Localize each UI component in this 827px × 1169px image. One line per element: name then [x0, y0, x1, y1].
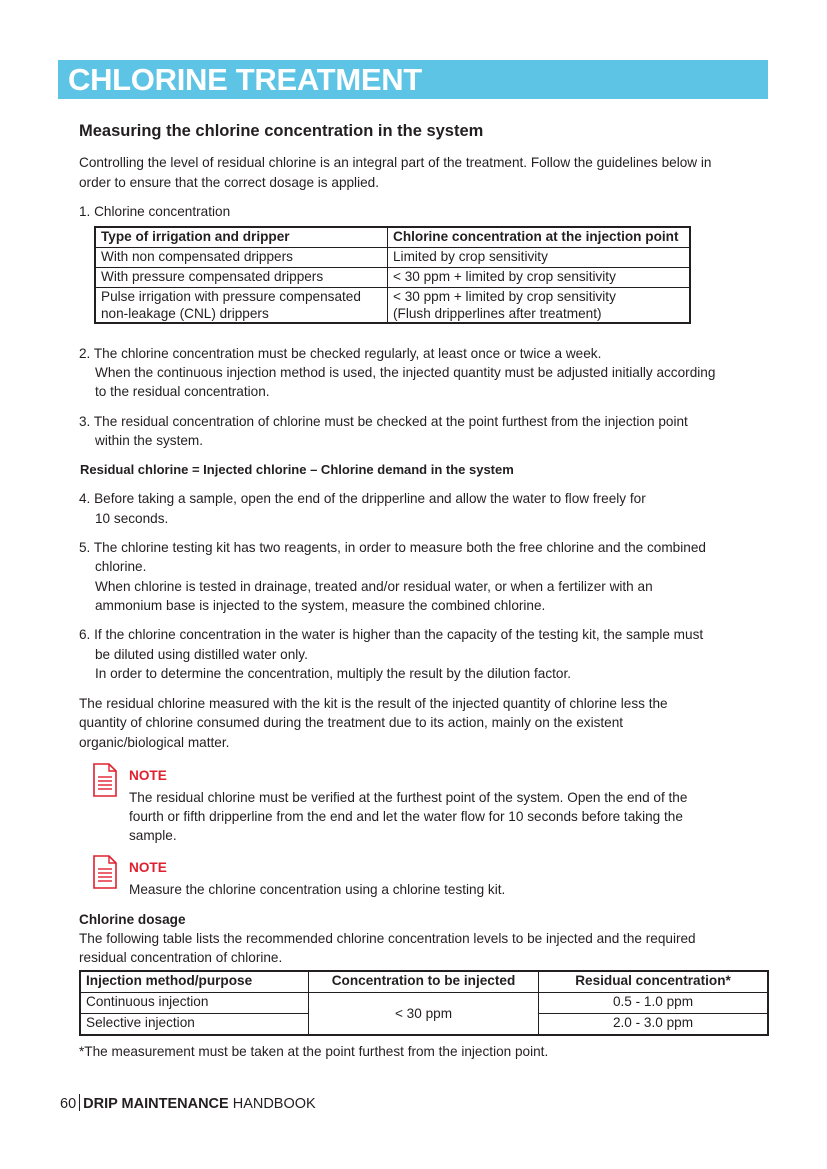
page-title: CHLORINE TREATMENT: [68, 62, 422, 97]
table-row: [80, 993, 768, 1014]
note1-line-2: fourth or fifth dripperline from the end and let the water flow for 10 seconds before taking the: [129, 809, 683, 824]
step3-line-1: 3. The residual concentration of chlorine must be checked at the point furthest from the injection point: [79, 414, 688, 429]
page-title-banner: [58, 60, 768, 99]
table-header-row: [80, 971, 768, 993]
table-header-cell: Chlorine concentration at the injection point: [388, 227, 691, 248]
table-cell: < 30 ppm + limited by crop sensitivity: [388, 268, 691, 288]
page-number: 60: [60, 1096, 77, 1112]
table-cell: < 30 ppm: [309, 993, 539, 1036]
cell-line: non-leakage (CNL) drippers: [101, 306, 269, 321]
step5-line-4: ammonium base is injected to the system, measure the combined chlorine.: [95, 598, 546, 613]
intro-line-1: Controlling the level of residual chlorine is an integral part of the treatment. Follow the guidelines below in: [79, 155, 712, 170]
cell-line: (Flush dripperlines after treatment): [393, 306, 602, 321]
page-footer: [60, 1094, 316, 1112]
step2-line-1: 2. The chlorine concentration must be checked regularly, at least once or twice a week.: [79, 346, 602, 361]
step2-line-2: When the continuous injection method is used, the injected quantity must be adjusted initially according: [95, 365, 716, 380]
step1-label: 1. Chlorine concentration: [79, 204, 231, 219]
table-header-cell: Injection method/purpose: [80, 971, 309, 993]
table-header-row: [95, 227, 690, 248]
table-cell: With non compensated drippers: [95, 248, 388, 268]
residual-para-line-2: quantity of chlorine consumed during the treatment due to its action, mainly on the existent: [79, 715, 624, 730]
dosage-line-1: The following table lists the recommended chlorine concentration levels to be injected and the required: [79, 931, 696, 946]
table-cell: Selective injection: [80, 1014, 309, 1036]
table-cell: 0.5 - 1.0 ppm: [539, 993, 769, 1014]
table-header-cell: Concentration to be injected: [309, 971, 539, 993]
note-title: NOTE: [129, 860, 167, 875]
step4-line-2: 10 seconds.: [95, 511, 169, 526]
step6-line-1: 6. If the chlorine concentration in the water is higher than the capacity of the testing kit, the sample must: [79, 627, 704, 642]
residual-para-line-3: organic/biological matter.: [79, 735, 230, 750]
table-header-cell: Type of irrigation and dripper: [95, 227, 388, 248]
table-cell: Continuous injection: [80, 993, 309, 1014]
document-icon: [92, 855, 118, 889]
step2-line-3: to the residual concentration.: [95, 384, 270, 399]
footnote: *The measurement must be taken at the point furthest from the injection point.: [79, 1044, 549, 1059]
section-title: Measuring the chlorine concentration in the system: [79, 122, 484, 140]
step5-line-2: chlorine.: [95, 559, 147, 574]
footer-divider: [79, 1094, 80, 1111]
step5-line-1: 5. The chlorine testing kit has two reagents, in order to measure both the free chlorine and the combined: [79, 540, 706, 555]
footer-title-bold: DRIP MAINTENANCE: [83, 1096, 229, 1112]
table-cell: 2.0 - 3.0 ppm: [539, 1014, 769, 1036]
table-cell: [95, 288, 388, 324]
dosage-title: Chlorine dosage: [79, 912, 186, 927]
document-icon: [92, 763, 118, 797]
residual-formula: Residual chlorine = Injected chlorine – Chlorine demand in the system: [80, 462, 514, 477]
step6-line-2: be diluted using distilled water only.: [95, 647, 308, 662]
note2-line-1: Measure the chlorine concentration using a chlorine testing kit.: [129, 882, 506, 897]
cell-line: Pulse irrigation with pressure compensated: [101, 289, 361, 304]
note1-line-1: The residual chlorine must be verified at the furthest point of the system. Open the end of the: [129, 790, 688, 805]
table-cell: With pressure compensated drippers: [95, 268, 388, 288]
cell-line: < 30 ppm + limited by crop sensitivity: [393, 289, 616, 304]
step6-line-3: In order to determine the concentration, multiply the result by the dilution factor.: [95, 666, 572, 681]
table-cell: [388, 288, 691, 324]
step3-line-2: within the system.: [95, 433, 204, 448]
note-title: NOTE: [129, 768, 167, 783]
table-header-cell: Residual concentration*: [539, 971, 769, 993]
step5-line-3: When chlorine is tested in drainage, treated and/or residual water, or when a fertilizer with an: [95, 579, 653, 594]
footer-title-regular: HANDBOOK: [228, 1096, 316, 1112]
dosage-line-2: residual concentration of chlorine.: [79, 950, 283, 965]
table-row: [95, 248, 690, 268]
chlorine-concentration-table: [94, 226, 691, 324]
step4-line-1: 4. Before taking a sample, open the end of the dripperline and allow the water to flow freely for: [79, 491, 646, 506]
table-row: [95, 268, 690, 288]
table-cell: Limited by crop sensitivity: [388, 248, 691, 268]
chlorine-dosage-table: [79, 970, 769, 1036]
intro-line-2: order to ensure that the correct dosage is applied.: [79, 175, 379, 190]
note1-line-3: sample.: [129, 828, 177, 843]
table-row: [95, 288, 690, 324]
residual-para-line-1: The residual chlorine measured with the kit is the result of the injected quantity of chlorine less the: [79, 696, 668, 711]
